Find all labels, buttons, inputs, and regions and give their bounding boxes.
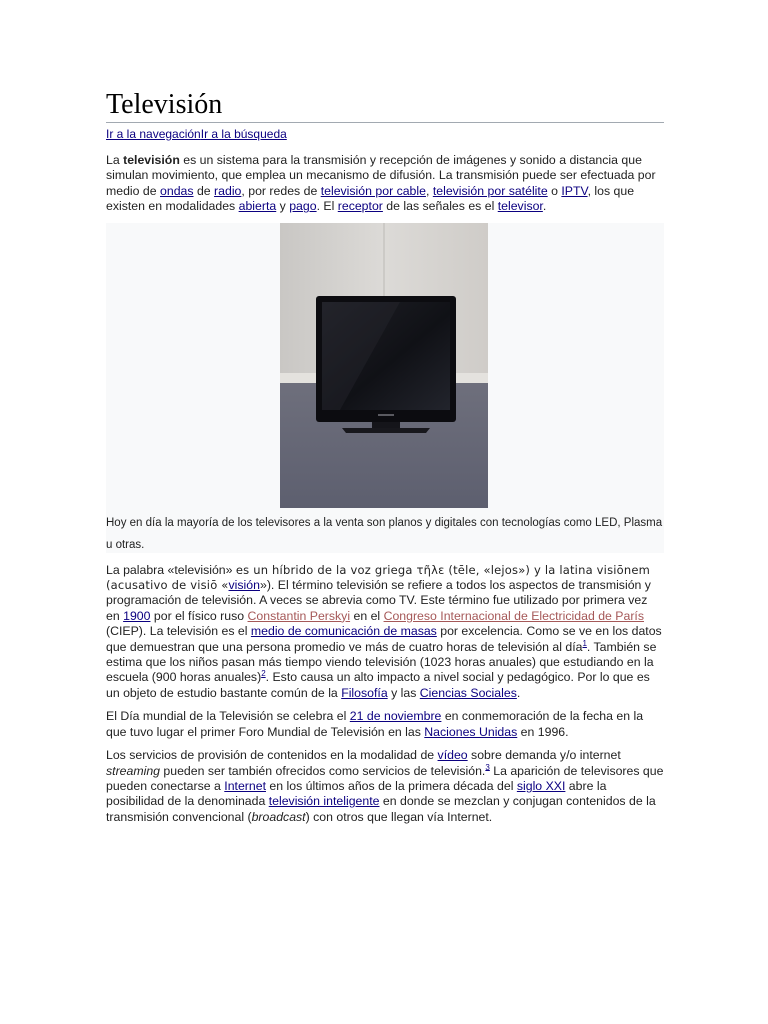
footnote-3-link[interactable]: 3 bbox=[485, 762, 490, 772]
text: pueden ser también ofrecidos como servicios de televisión. bbox=[160, 763, 486, 778]
link-television-por-satelite[interactable]: televisión por satélite bbox=[432, 183, 548, 198]
italic-term: streaming bbox=[106, 763, 160, 778]
article bbox=[106, 88, 664, 825]
text: abre la posibilidad de la denominada bbox=[106, 778, 607, 809]
skip-to-search-link[interactable]: Ir a la búsqueda bbox=[200, 127, 287, 141]
link-1900[interactable]: 1900 bbox=[123, 608, 151, 623]
footnote-1-link[interactable]: 1 bbox=[582, 638, 587, 648]
link-ondas[interactable]: ondas bbox=[160, 183, 194, 198]
page-title: Televisión bbox=[106, 88, 664, 123]
bold-term: televisión bbox=[123, 153, 180, 167]
link-receptor[interactable]: receptor bbox=[337, 199, 383, 214]
italic-term: broadcast bbox=[251, 809, 306, 824]
services-paragraph bbox=[106, 748, 664, 825]
text: por el físico ruso bbox=[150, 608, 248, 623]
link-constantin-perskyi[interactable]: Constantin Perskyi bbox=[247, 608, 351, 623]
text: o bbox=[547, 183, 562, 198]
link-internet[interactable]: Internet bbox=[224, 778, 266, 793]
text: . Esto causa un alto impacto a nivel social y pedagógico. Por lo que es un objeto de estudio bastante común de la bbox=[106, 670, 650, 700]
link-filosofia[interactable]: Filosofía bbox=[341, 685, 388, 700]
world-tv-day-paragraph bbox=[106, 709, 664, 740]
text: por excelencia. Como se ve en los datos que demuestran que una persona promedio ve más de cuatro horas de televisión al día bbox=[106, 624, 662, 654]
text: de bbox=[193, 183, 215, 198]
text: ) con otros que llegan vía Internet. bbox=[305, 809, 493, 824]
greek-etymology: es un híbrido de la voz griega τῆλε (tēle, «lejos») y la latina visiōnem (acusativo de visiō « bbox=[106, 562, 651, 593]
text: en el bbox=[350, 608, 384, 623]
link-21-de-noviembre[interactable]: 21 de noviembre bbox=[349, 709, 442, 724]
text: , bbox=[425, 183, 433, 198]
link-pago[interactable]: pago bbox=[289, 199, 317, 214]
link-television-inteligente[interactable]: televisión inteligente bbox=[268, 794, 380, 809]
link-medio-de-comunicacion[interactable]: medio de comunicación de masas bbox=[250, 624, 437, 639]
text: . bbox=[516, 685, 521, 700]
text: El Día mundial de la Televisión se celebra el bbox=[106, 709, 350, 724]
text: , por redes de bbox=[241, 183, 321, 198]
etymology-paragraph bbox=[106, 563, 664, 702]
intro-paragraph bbox=[106, 153, 664, 215]
text: , los que existen en modalidades bbox=[106, 183, 635, 214]
text: y bbox=[276, 199, 290, 214]
link-video[interactable]: vídeo bbox=[437, 748, 468, 763]
skip-to-navigation-link[interactable]: Ir a la navegación bbox=[106, 127, 201, 141]
text: en conmemoración de la fecha en la que tuvo lugar el primer Foro Mundial de Televisión en las bbox=[106, 709, 644, 739]
text: (CIEP). La televisión es el bbox=[106, 624, 251, 639]
link-siglo-xxi[interactable]: siglo XXI bbox=[516, 778, 566, 793]
link-radio[interactable]: radio bbox=[214, 183, 242, 198]
tv-photo[interactable] bbox=[280, 223, 488, 508]
text: sobre demanda y/o internet bbox=[467, 748, 621, 763]
text: y las bbox=[387, 685, 420, 700]
footnote-2-link[interactable]: 2 bbox=[261, 669, 266, 679]
text: es un sistema para la transmisión y recepción de imágenes y sonido a distancia que simulan movimiento, que emplea un mecanismo de difusión. La transmisión puede ser efectuada por medio de bbox=[106, 153, 656, 198]
link-ciencias-sociales[interactable]: Ciencias Sociales bbox=[419, 685, 517, 700]
link-vision[interactable]: visión bbox=[228, 578, 260, 593]
link-iptv[interactable]: IPTV bbox=[561, 183, 588, 198]
text: . También se estima que los niños pasan más tiempo viendo televisión (1023 horas anuales) que estudiando en la escuela (900 horas anuales) bbox=[106, 639, 657, 685]
text: La bbox=[106, 153, 124, 167]
text: . bbox=[542, 199, 547, 214]
skip-links bbox=[106, 126, 664, 142]
link-television-por-cable[interactable]: televisión por cable bbox=[320, 183, 426, 198]
link-televisor[interactable]: televisor bbox=[497, 199, 543, 214]
flat-screen-tv-image bbox=[280, 223, 488, 508]
text: La palabra «televisión» bbox=[106, 562, 236, 577]
text: »). El término televisión se refiere a todos los aspectos de transmisión y programación de televisión. A veces se abrevia como TV. Este término fue utilizado por primera vez en bbox=[106, 578, 651, 623]
text: de las señales es el bbox=[382, 199, 498, 214]
link-congreso-internacional[interactable]: Congreso Internacional de Electricidad de París bbox=[383, 608, 644, 623]
thumbnail-figure bbox=[106, 223, 664, 553]
figure-caption: Hoy en día la mayoría de los televisores a la venta son planos y digitales con tecnologías como LED, Plasma u otras. bbox=[106, 516, 663, 551]
text: Los servicios de provisión de contenidos en la modalidad de bbox=[106, 748, 438, 763]
link-naciones-unidas[interactable]: Naciones Unidas bbox=[424, 724, 518, 739]
text: en 1996. bbox=[517, 724, 569, 739]
text: en donde se mezclan y conjugan contenidos de la transmisión convencional ( bbox=[106, 794, 656, 824]
text: en los últimos años de la primera década del bbox=[265, 778, 517, 793]
text: La aparición de televisores que pueden conectarse a bbox=[106, 763, 664, 793]
text: . El bbox=[316, 199, 338, 214]
link-abierta[interactable]: abierta bbox=[238, 199, 277, 214]
